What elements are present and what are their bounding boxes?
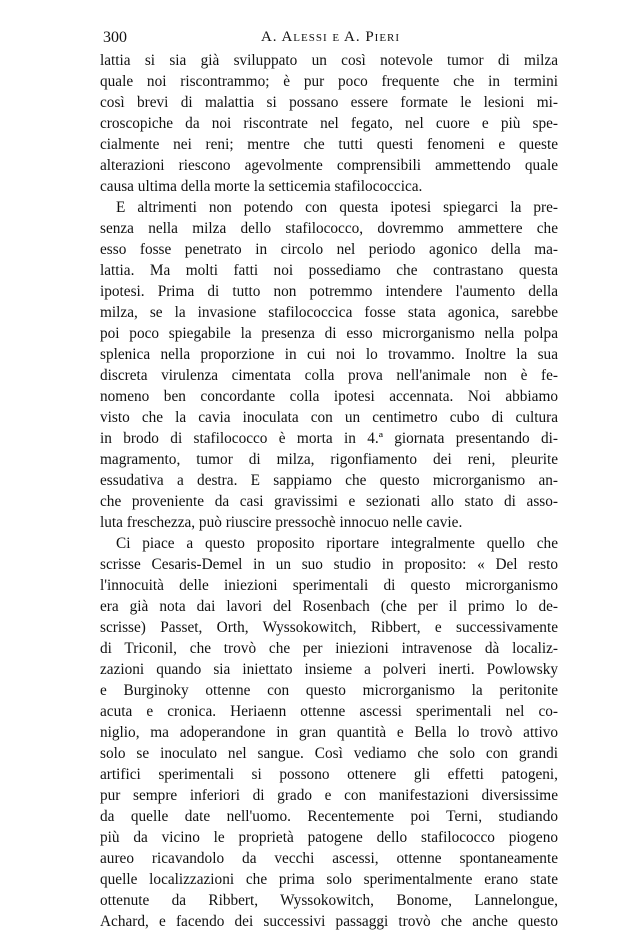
text-line: così brevi di malattia si possano essere formate le lesioni mi- [100,94,558,111]
text-line: cialmente nei reni; mentre che tutti questi fenomeni e queste [100,136,558,153]
text-line: era già nota dai lavori del Rosenbach (che per il primo lo de- [100,598,558,615]
page-header [103,25,558,49]
text-line: esso fosse penetrato in circolo nel periodo agonico della ma- [100,241,558,258]
text-line: zazioni quando sia iniettato insieme a polveri inerti. Powlowsky [100,661,558,678]
text-line: pur sempre inferiori di grado e con manifestazioni diversissime [100,787,558,804]
text-line: essudativa a destra. E sappiamo che questo microrganismo an- [100,472,558,489]
text-line: E altrimenti non potendo con questa ipotesi spiegarci la pre- [116,199,558,216]
text-line: Achard, e facendo dei successivi passaggi trovò che anche questo [100,913,558,930]
text-line: luta freschezza, può riuscire pressochè innocuo nelle cavie. [100,514,463,531]
text-line: quale noi riscontrammo; è pur poco frequente che in termini [100,73,558,90]
text-line: poi poco spiegabile la presenza di esso microrganismo nella polpa [100,325,558,342]
text-line: senza nella milza dello stafilococco, dovremmo ammettere che [100,220,558,237]
running-head: A. Alessi e A. Pieri [260,29,401,45]
text-line: che proveniente da casi gravissimi e sezionati allo stato di asso- [100,493,558,510]
text-line: più da vicino le proprietà patogene dello stafilococco piogeno [100,829,558,846]
text-line: solo se inoculato nel sangue. Così vediamo che solo con grandi [100,745,558,762]
text-line: aureo ricavandolo da vecchi ascessi, ottenne spontaneamente [100,850,558,867]
text-line: quelle localizzazioni che prima solo sperimentalmente erano state [100,871,558,888]
text-line: visto che la cavia inoculata con un centimetro cubo di cultura [100,409,558,426]
text-line: ottenute da Ribbert, Wyssokowitch, Bonome, Lannelongue, [100,892,558,909]
text-line: scrisse Cesaris-Demel in un suo studio in proposito: « Del resto [100,556,558,573]
text-line: da quelle date nell'uomo. Recentemente poi Terni, studiando [100,808,558,825]
text-line: lattia si sia già sviluppato un così notevole tumor di milza [100,52,558,69]
text-line: l'innocuità delle iniezioni sperimentali di questo microrganismo [100,577,558,594]
text-line: splenica nella proporzione in cui noi lo trovammo. Inoltre la sua [100,346,558,363]
text-line: artifici sperimentali si possono ottenere gli effetti patogeni, [100,766,558,783]
text-line: croscopiche da noi riscontrate nel fegato, nel cuore e più spe- [100,115,558,132]
text-line: milza, se la invasione stafilococcica fosse stata agonica, sarebbe [100,304,558,321]
text-line: discreta virulenza cimentata colla prova nell'animale non è fe- [100,367,558,384]
page-number: 300 [103,29,127,46]
body-text [100,50,558,932]
text-line: e Burginoky ottenne con questo microrganismo la peritonite [100,682,558,699]
text-line: causa ultima della morte la setticemia stafilococcica. [100,178,423,195]
text-line: scrisse) Passet, Orth, Wyssokowitch, Ribbert, e successivamente [100,619,558,636]
text-line: lattia. Ma molti fatti noi possediamo che contrastano questa [100,262,558,279]
text-line: alterazioni riescono agevolmente comprensibili ammettendo quale [100,157,558,174]
text-line: acuta e cronica. Heriaenn ottenne ascessi sperimentali nel co- [100,703,558,720]
text-line: in brodo di stafilococco è morta in 4.ª giornata presentando di- [100,430,558,447]
text-line: Ci piace a questo proposito riportare integralmente quello che [116,535,558,552]
text-line: ipotesi. Prima di tutto non potremmo intendere l'aumento della [100,283,558,300]
text-line: nomeno ben concordante colla ipotesi accennata. Noi abbiamo [100,388,558,405]
text-line: magramento, tumor di milza, rigonfiamento dei reni, pleurite [100,451,558,468]
text-line: niglio, ma adoperandone in gran quantità e Bella lo trovò attivo [100,724,558,741]
text-line: di Triconil, che trovò che per iniezioni intravenose dà localiz- [100,640,558,657]
